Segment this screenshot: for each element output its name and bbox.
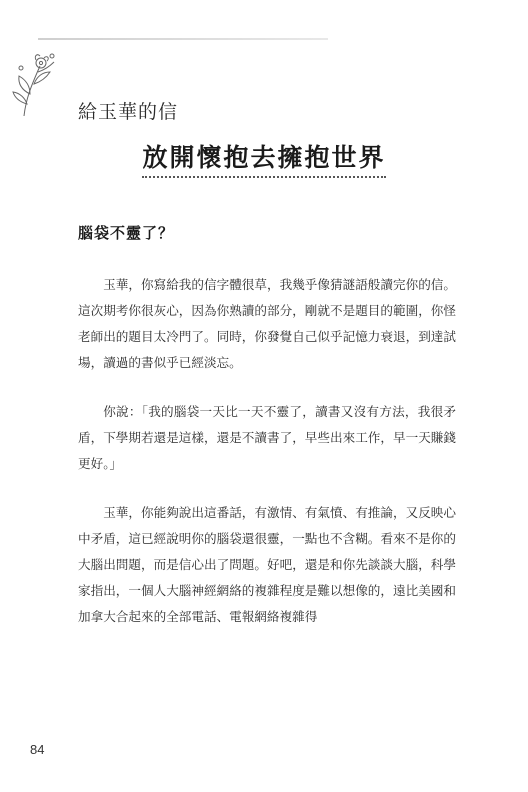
header-divider [38,38,328,40]
chapter-title: 放開懷抱去擁抱世界 [142,138,385,178]
paragraph: 玉華，你能夠說出這番話，有激情、有氣憤、有推論，又反映心中矛盾，這已經說明你的腦袋還很靈，一點也不含糊。看來不是你的大腦出問題，而是信心出了問題。好吧，還是和你先談談大腦，科學家指出，一個人大腦神經網絡的複雜程度是難以想像的，遠比美國和加拿大合起來的全部電話、電報網絡複雜得 [78,505,456,624]
chapter-title-wrap [0,138,528,178]
paragraph: 你說：「我的腦袋一天比一天不靈了，讀書又沒有方法，我很矛盾，下學期若還是這樣，還是不讀書了，早些出來工作，早一天賺錢更好。」 [78,404,456,471]
page-number: 84 [30,742,45,757]
paragraph: 玉華，你寫給我的信字體很草，我幾乎像猜謎語般讀完你的信。這次期考你很灰心，因為你熟讀的部分，剛就不是題目的範圍，你怪老師出的題目太冷門了。同時，你發覺自己似乎記憶力衰退，到達試場，讀過的書似乎已經淡忘。 [78,277,456,370]
flower-sprig-icon [10,48,60,118]
body-text [78,272,456,653]
section-heading: 腦袋不靈了？ [78,224,175,242]
series-title: 給玉華的信 [78,101,179,123]
